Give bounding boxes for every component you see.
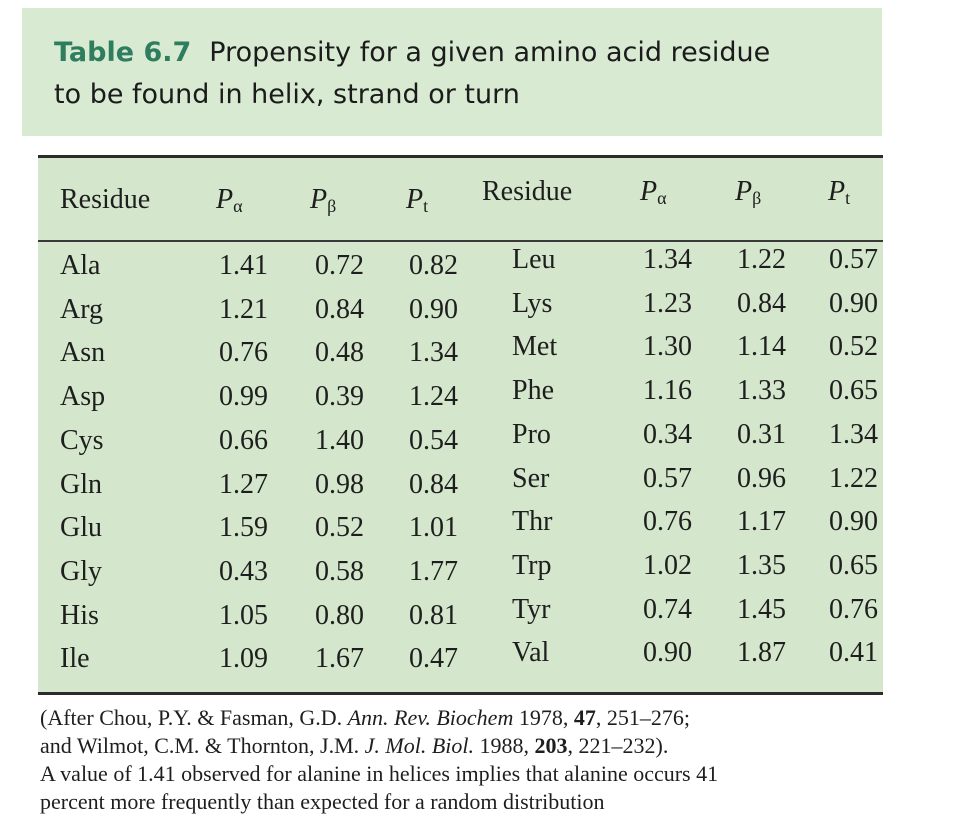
header-p-beta-left: $P_\beta$ xyxy=(310,184,337,216)
cell-p-turn-right: 0.90 xyxy=(829,506,878,538)
cell-residue-right: Tyr xyxy=(512,593,551,625)
table-caption xyxy=(22,8,882,136)
footnote-line-1: (After Chou, P.Y. & Fasman, G.D. Ann. Rev. Biochem 1978, 47, 251–276; xyxy=(40,705,690,730)
footnote-line-4: percent more frequently than expected for a random distribution xyxy=(40,789,605,814)
cell-p-beta-right: 1.87 xyxy=(737,637,786,669)
cell-residue-left: Gln xyxy=(60,468,102,500)
cell-p-turn-left: 0.54 xyxy=(409,424,458,456)
cell-p-beta-left: 1.67 xyxy=(315,643,364,675)
propensity-table xyxy=(38,155,883,695)
header-p-turn-left: $P_t$ xyxy=(406,184,429,216)
cell-p-turn-right: 0.52 xyxy=(829,331,878,363)
cell-residue-right: Ser xyxy=(512,462,550,494)
cell-p-beta-left: 0.39 xyxy=(315,381,364,413)
cell-p-alpha-right: 0.57 xyxy=(643,462,692,494)
cell-p-alpha-right: 0.76 xyxy=(643,506,692,538)
cell-p-turn-left: 0.47 xyxy=(409,643,458,675)
table-footnote xyxy=(40,704,920,816)
cell-residue-right: Phe xyxy=(512,375,554,407)
cell-p-turn-right: 0.76 xyxy=(829,593,878,625)
caption-line-1 xyxy=(54,32,862,74)
cell-residue-right: Val xyxy=(512,637,550,669)
cell-p-beta-left: 0.48 xyxy=(315,337,364,369)
cell-p-beta-right: 1.17 xyxy=(737,506,786,538)
cell-p-turn-left: 1.34 xyxy=(409,337,458,369)
cell-p-alpha-left: 0.76 xyxy=(219,337,268,369)
cell-p-turn-left: 0.84 xyxy=(409,468,458,500)
cell-p-beta-right: 1.35 xyxy=(737,549,786,581)
cell-p-beta-right: 0.84 xyxy=(737,287,786,319)
cell-p-alpha-right: 0.90 xyxy=(643,637,692,669)
cell-residue-right: Pro xyxy=(512,418,551,450)
cell-p-alpha-left: 0.66 xyxy=(219,424,268,456)
cell-p-turn-left: 1.77 xyxy=(409,555,458,587)
cell-p-beta-left: 0.52 xyxy=(315,512,364,544)
cell-p-turn-right: 0.65 xyxy=(829,375,878,407)
cell-residue-left: Ala xyxy=(60,250,101,281)
caption-text-1: Propensity for a given amino acid residue xyxy=(209,37,771,68)
cell-p-alpha-right: 0.34 xyxy=(643,418,692,450)
cell-residue-left: Asp xyxy=(60,381,106,413)
cell-residue-left: Glu xyxy=(60,512,102,544)
cell-p-turn-left: 0.90 xyxy=(409,293,458,325)
cell-p-alpha-left: 1.05 xyxy=(219,599,268,631)
cell-residue-right: Thr xyxy=(512,506,553,538)
header-p-beta-right: $P_\beta$ xyxy=(735,176,762,208)
cell-p-turn-right: 0.41 xyxy=(829,637,878,669)
cell-residue-right: Lys xyxy=(512,287,553,319)
cell-p-turn-left: 1.01 xyxy=(409,512,458,544)
table-row xyxy=(38,637,883,687)
cell-p-turn-right: 0.57 xyxy=(829,244,878,275)
footnote-line-2: and Wilmot, C.M. & Thornton, J.M. J. Mol. Biol. 1988, 203, 221–232). xyxy=(40,733,669,758)
cell-p-turn-right: 0.65 xyxy=(829,549,878,581)
cell-p-alpha-left: 1.21 xyxy=(219,293,268,325)
cell-p-alpha-right: 1.34 xyxy=(643,244,692,275)
cell-p-turn-left: 0.81 xyxy=(409,599,458,631)
cell-p-alpha-right: 1.30 xyxy=(643,331,692,363)
cell-p-beta-left: 0.84 xyxy=(315,293,364,325)
header-p-turn-right: $P_t$ xyxy=(828,176,851,208)
cell-p-beta-right: 0.31 xyxy=(737,418,786,450)
cell-p-beta-right: 1.33 xyxy=(737,375,786,407)
cell-p-alpha-left: 1.09 xyxy=(219,643,268,675)
cell-p-beta-right: 1.45 xyxy=(737,593,786,625)
cell-residue-left: Gly xyxy=(60,555,102,587)
cell-p-beta-left: 0.58 xyxy=(315,555,364,587)
cell-p-alpha-right: 0.74 xyxy=(643,593,692,625)
cell-p-turn-right: 0.90 xyxy=(829,287,878,319)
cell-p-beta-left: 0.80 xyxy=(315,599,364,631)
cell-p-turn-left: 0.82 xyxy=(409,250,458,281)
cell-p-beta-right: 1.14 xyxy=(737,331,786,363)
cell-p-alpha-left: 0.43 xyxy=(219,555,268,587)
cell-p-alpha-right: 1.02 xyxy=(643,549,692,581)
header-p-alpha-left: $P_\alpha$ xyxy=(216,184,243,216)
cell-p-alpha-left: 1.41 xyxy=(219,250,268,281)
header-p-alpha-right: $P_\alpha$ xyxy=(640,176,667,208)
cell-residue-left: His xyxy=(60,599,99,631)
cell-p-alpha-left: 1.59 xyxy=(219,512,268,544)
cell-p-turn-right: 1.34 xyxy=(829,418,878,450)
cell-p-turn-left: 1.24 xyxy=(409,381,458,413)
cell-p-turn-right: 1.22 xyxy=(829,462,878,494)
cell-p-beta-left: 1.40 xyxy=(315,424,364,456)
header-residue-right: Residue xyxy=(482,176,573,207)
table-number: Table 6.7 xyxy=(54,37,192,68)
cell-residue-left: Cys xyxy=(60,424,104,456)
header-residue-left: Residue xyxy=(60,184,151,215)
cell-p-beta-left: 0.98 xyxy=(315,468,364,500)
table-header-row xyxy=(38,158,883,242)
cell-residue-left: Ile xyxy=(60,643,90,675)
cell-p-alpha-right: 1.16 xyxy=(643,375,692,407)
cell-residue-right: Leu xyxy=(512,244,556,275)
footnote-line-3: A value of 1.41 observed for alanine in helices implies that alanine occurs 41 xyxy=(40,761,719,786)
cell-residue-left: Asn xyxy=(60,337,106,369)
cell-residue-left: Arg xyxy=(60,293,104,325)
cell-p-beta-left: 0.72 xyxy=(315,250,364,281)
cell-p-alpha-right: 1.23 xyxy=(643,287,692,319)
caption-line-2: to be found in helix, strand or turn xyxy=(54,79,520,110)
cell-residue-right: Trp xyxy=(512,549,552,581)
cell-p-beta-right: 1.22 xyxy=(737,244,786,275)
cell-p-alpha-left: 0.99 xyxy=(219,381,268,413)
cell-p-beta-right: 0.96 xyxy=(737,462,786,494)
cell-residue-right: Met xyxy=(512,331,558,363)
cell-p-alpha-left: 1.27 xyxy=(219,468,268,500)
